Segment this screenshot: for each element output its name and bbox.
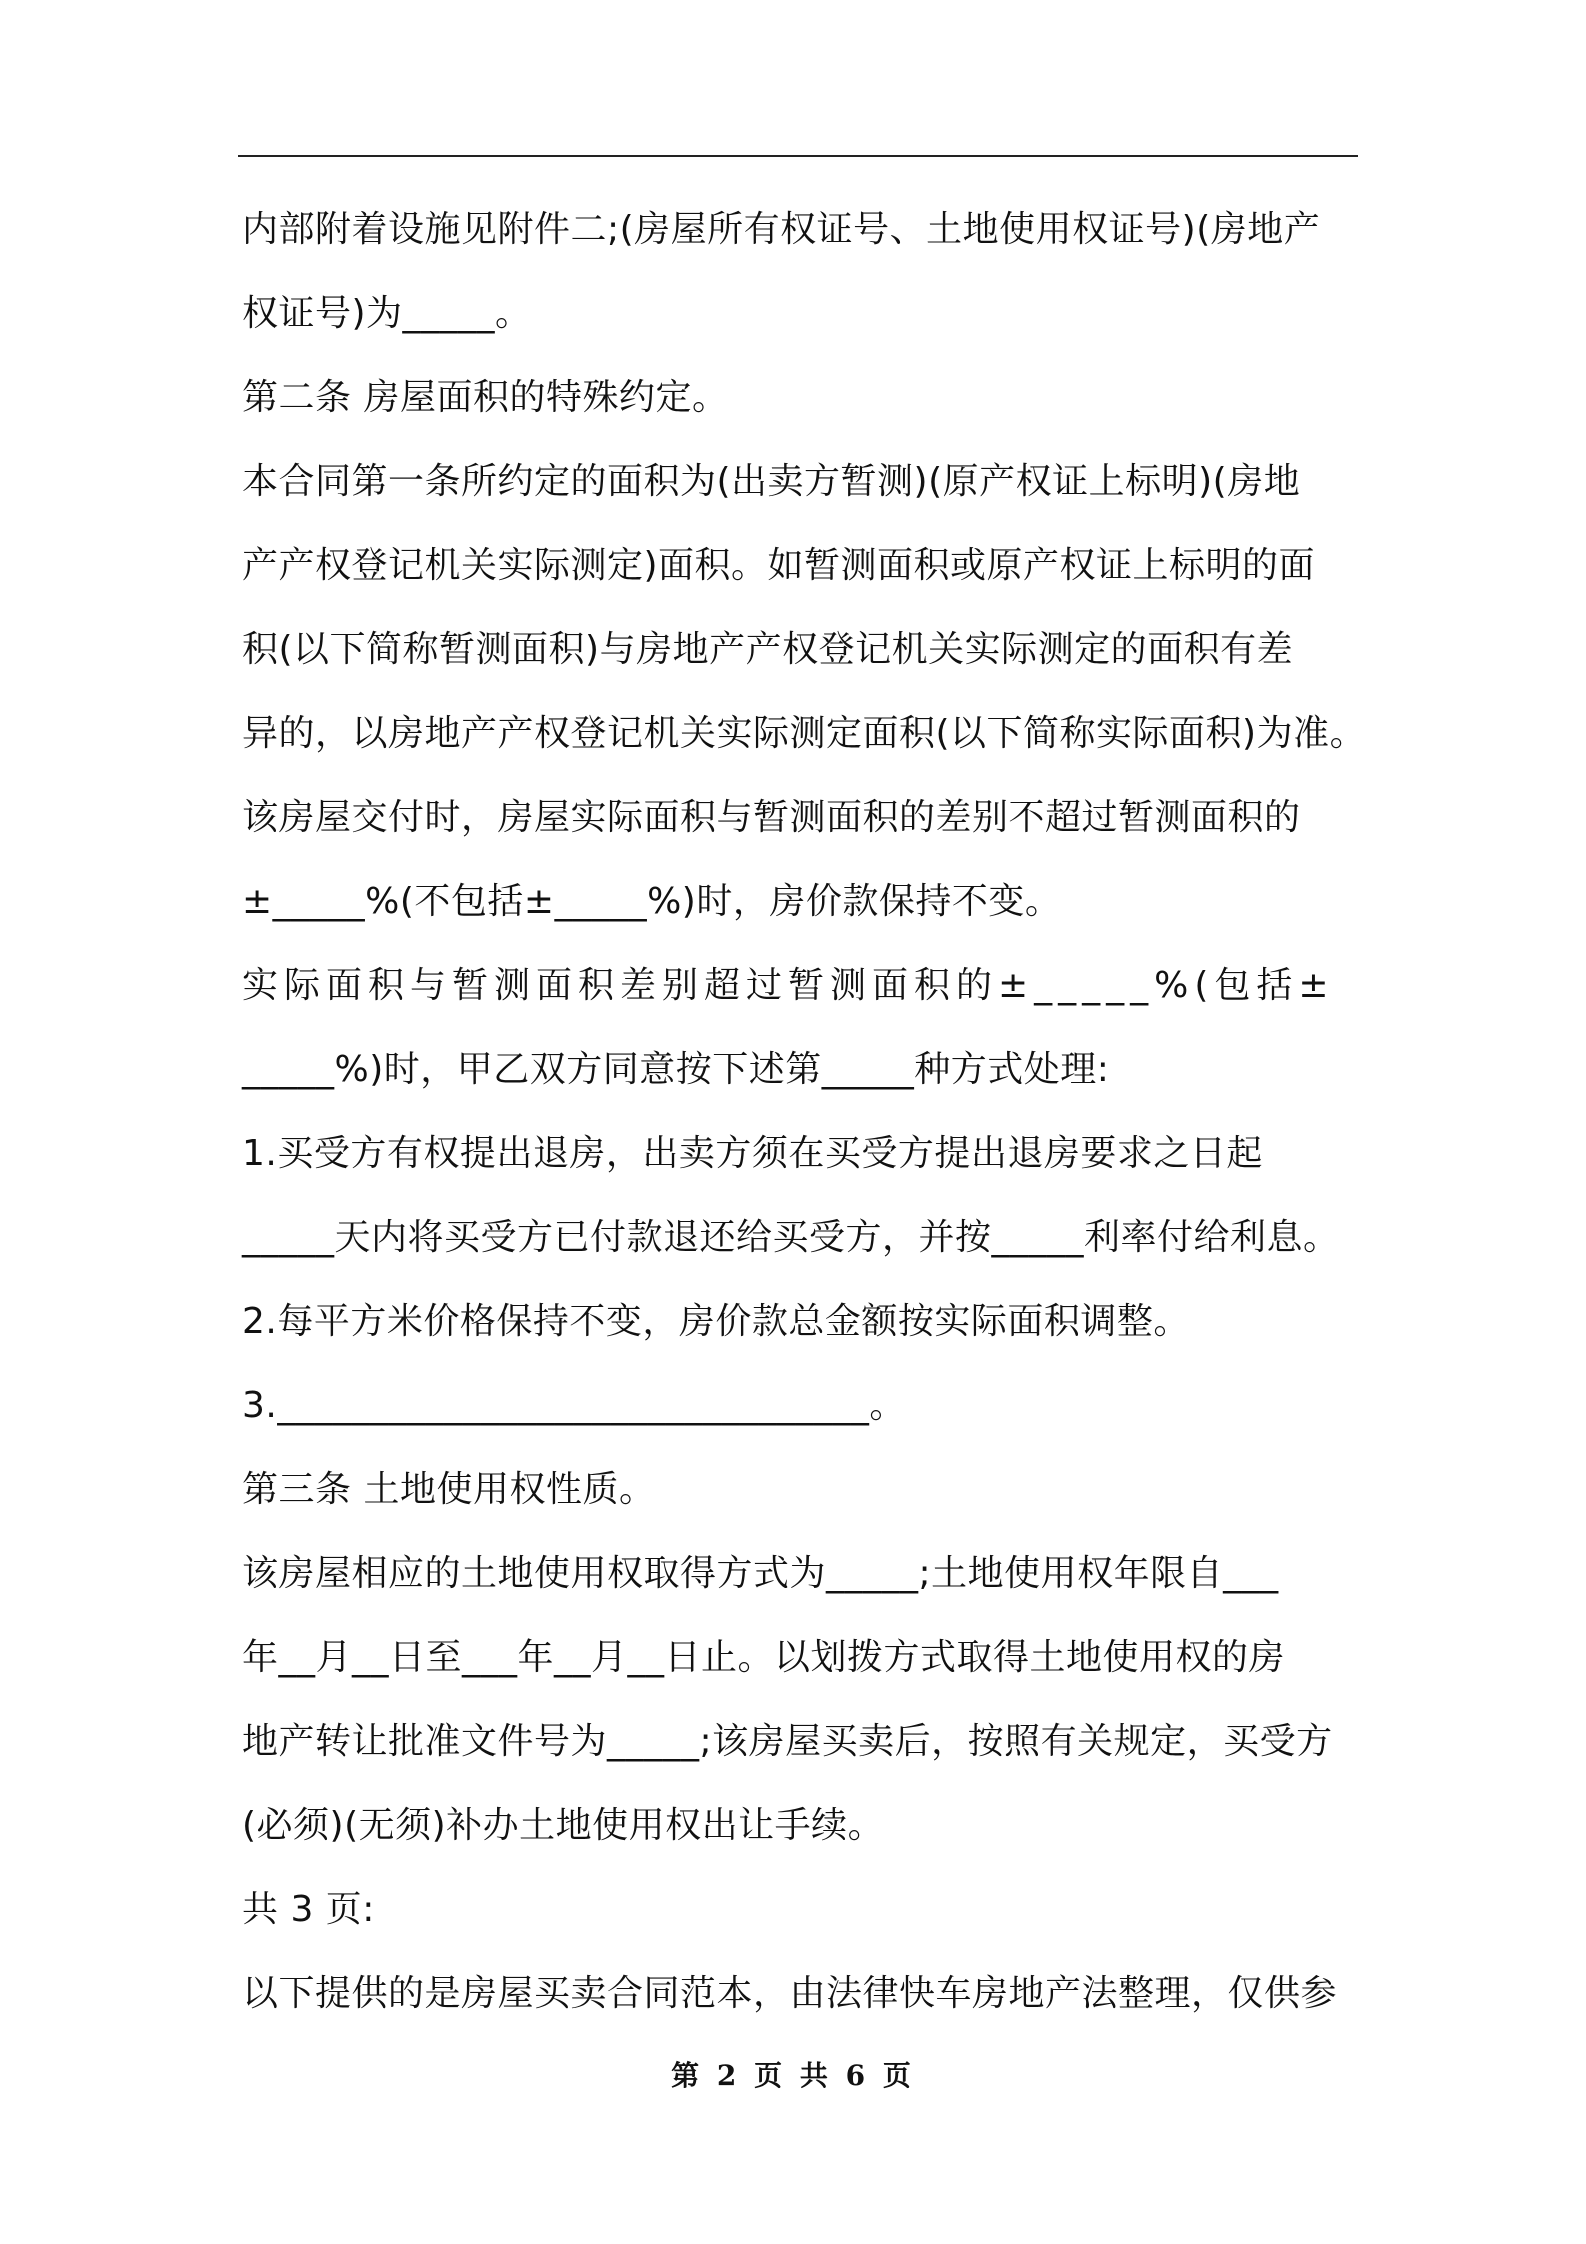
page-number-footer: 第 2 页 共 6 页 <box>671 2059 915 2092</box>
text-line: _____天内将买受方已付款退还给买受方，并按_____利率付给利息。 <box>242 1217 1340 1258</box>
section-heading: 第三条 土地使用权性质。 <box>242 1469 656 1510</box>
text-line: ±_____%(不包括±_____%)时，房价款保持不变。 <box>242 881 1062 922</box>
text-line: (必须)(无须)补办土地使用权出让手续。 <box>242 1805 885 1846</box>
text-line: 内部附着设施见附件二;(房屋所有权证号、土地使用权证号)(房地产 <box>242 209 1321 250</box>
text-line: 地产转让批准文件号为_____;该房屋买卖后，按照有关规定，买受方 <box>242 1721 1333 1762</box>
text-line: 异的，以房地产产权登记机关实际测定面积(以下简称实际面积)为准。 <box>242 713 1367 754</box>
text-line: 年__月__日至___年__月__日止。以划拨方式取得土地使用权的房 <box>242 1637 1286 1678</box>
text-line: 本合同第一条所约定的面积为(出卖方暂测)(原产权证上标明)(房地 <box>242 461 1301 502</box>
text-line: 实际面积与暂测面积差别超过暂测面积的±_____%(包括± <box>242 965 1335 1006</box>
header-rule <box>238 155 1358 157</box>
text-line: 该房屋交付时，房屋实际面积与暂测面积的差别不超过暂测面积的 <box>242 797 1301 838</box>
text-line: 3.________________________________。 <box>242 1385 906 1426</box>
text-line: _____%)时，甲乙双方同意按下述第_____种方式处理: <box>242 1049 1110 1090</box>
text-line: 以下提供的是房屋买卖合同范本，由法律快车房地产法整理，仅供参 <box>242 1973 1338 2014</box>
text-line: 该房屋相应的土地使用权取得方式为_____;土地使用权年限自___ <box>242 1553 1279 1594</box>
text-line: 2.每平方米价格保持不变，房价款总金额按实际面积调整。 <box>242 1301 1190 1342</box>
text-line: 积(以下简称暂测面积)与房地产产权登记机关实际测定的面积有差 <box>242 629 1294 670</box>
section-heading: 第二条 房屋面积的特殊约定。 <box>242 377 729 418</box>
text-line: 共 3 页: <box>242 1889 375 1930</box>
text-line: 产产权登记机关实际测定)面积。如暂测面积或原产权证上标明的面 <box>242 545 1316 586</box>
text-line: 1.买受方有权提出退房，出卖方须在买受方提出退房要求之日起 <box>242 1133 1263 1174</box>
text-line: 权证号)为_____。 <box>242 293 532 334</box>
